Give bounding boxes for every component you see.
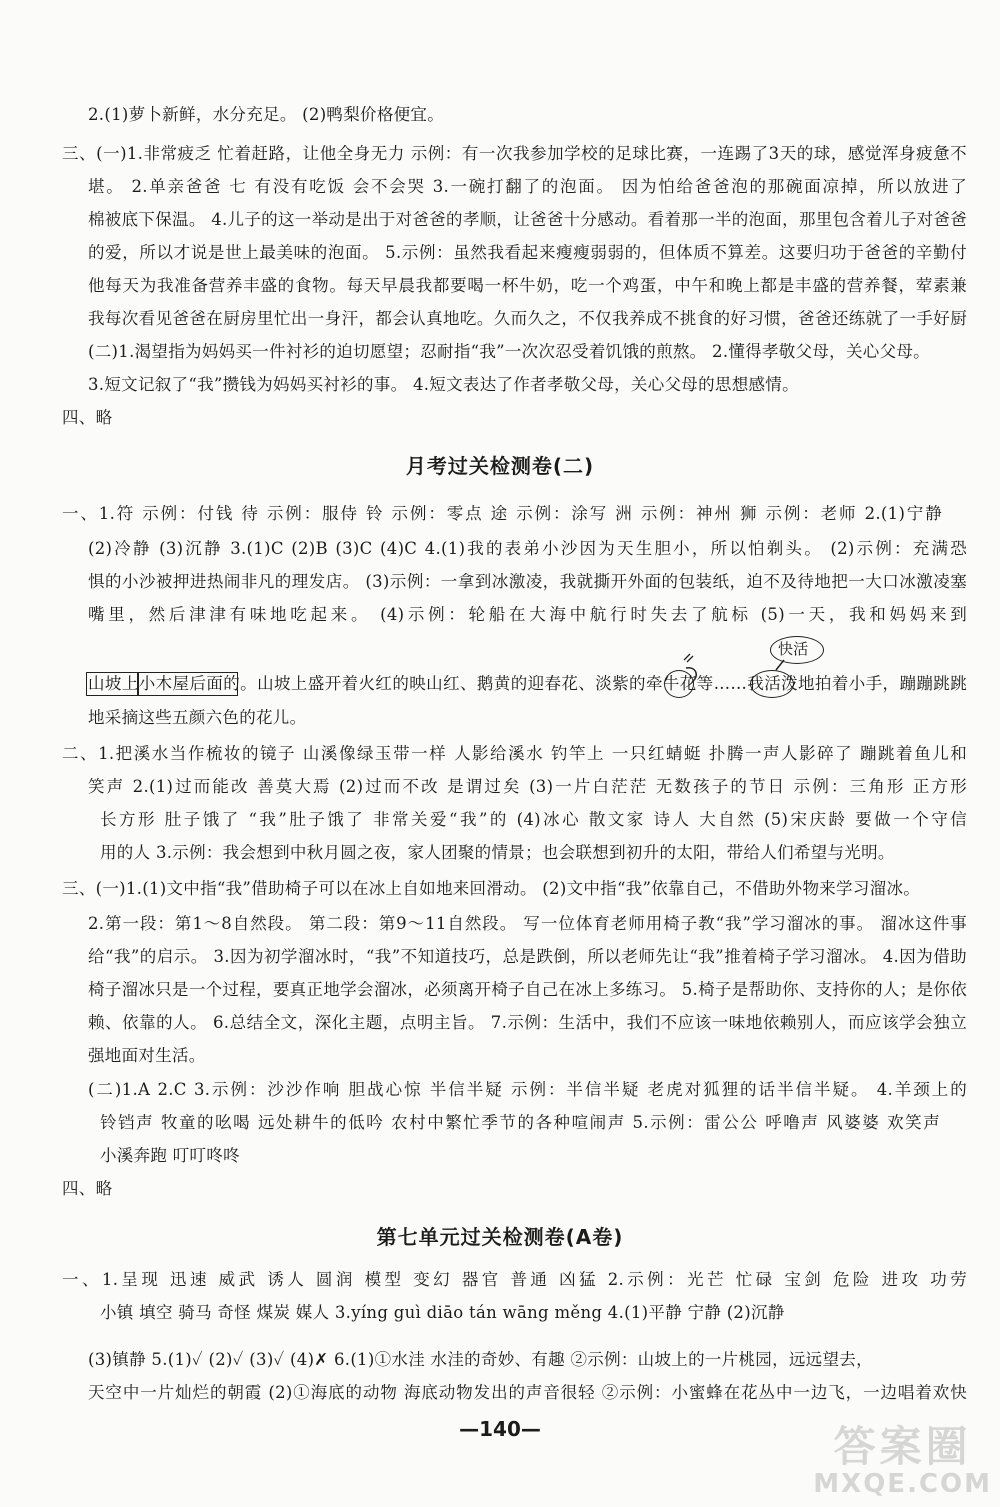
answer-line: 他每天为我准备营养丰盛的食物。每天早晨我都要喝一杯牛奶，吃一个鸡蛋，中午和晚上都是丰盛的营养餐，荤素兼 (88, 276, 967, 295)
answer-line: 3.短文记叙了“我”攒钱为妈妈买衬衫的事。 4.短文表达了作者孝敬父母，关心父母的思想感情。 (88, 375, 799, 394)
deletion-loop-mark (686, 668, 696, 682)
answer-line-edited: 山坡上小木屋后面的。山坡上盛开着火红的映山红、鹅黄的迎春花、淡紫的牵牛花等……我活泼地拍着小手，蹦蹦跳跳 (88, 674, 967, 693)
section-title: 月考过关检测卷(二) (405, 454, 595, 478)
answer-line: 的爱，所以才说是世上最美味的泡面。 5.示例：虽然我看起来瘦瘦弱弱的，但体质不算差。这要归功于爸爸的辛勤付 (88, 243, 967, 262)
answer-line: 三、(一)1.非常疲乏 忙着赶路，让他全身无力 示例：有一次我参加学校的足球比赛，一连踢了3天的球，感觉浑身疲惫不 (62, 144, 967, 163)
answer-line: 我每次看见爸爸在厨房里忙出一身汗，都会认真地吃。久而久之，不仅我养成不挑食的好习惯，爸爸还练就了一手好厨 (88, 309, 967, 328)
answer-line: (3)镇静 5.(1)✓ (2)✓ (3)✓ (4)✗ 6.(1)①水洼 水洼的奇妙、有趣 ②示例：山坡上的一片桃园，远远望去， (88, 1350, 873, 1369)
answer-line: 天空中一片灿烂的朝霞 (2)①海底的动物 海底动物发出的声音很轻 ②示例：小蜜蜂在花丛中一边飞，一边唱着欢快 (88, 1383, 967, 1402)
answer-line: (二)1.渴望指为妈妈买一件衬衫的迫切愿望；忍耐指“我”一次次忍受着饥饿的煎熬。 2.懂得孝敬父母，关心父母。 (88, 342, 930, 361)
answer-line: 2.(1)萝卜新鲜，水分充足。 (2)鸭梨价格便宜。 (88, 105, 445, 124)
answer-line: 地采摘这些五颜六色的花儿。 (88, 708, 307, 727)
inserted-word: 快活 (778, 640, 809, 658)
answer-line: 嘴里，然后津津有味地吃起来。 (4)示例：轮船在大海中航行时失去了航标 (5)一天，我和妈妈来到 (88, 605, 967, 624)
answer-line: 四、略 (62, 408, 113, 427)
answer-line: 四、略 (62, 1179, 113, 1198)
answer-line: 赖、依靠的人。 6.总结全文，深化主题，点明主旨。 7.示例：生活中，我们不应该一味地依赖别人，而应该学会独立 (88, 1013, 967, 1032)
section-title: 第七单元过关检测卷(A卷) (376, 1225, 624, 1249)
answer-line: 一、1.符 示例：付钱 待 示例：服侍 铃 示例：零点 途 示例：涂写 洲 示例：神州 狮 示例：老师 2.(1)宁静 (62, 504, 942, 523)
answer-line: 强地面对生活。 (88, 1046, 206, 1065)
answer-line: (二)1.A 2.C 3.示例：沙沙作响 胆战心惊 半信半疑 示例：半信半疑 老虎对狐狸的话半信半疑。 4.羊颈上的 (88, 1080, 967, 1099)
answer-line: 长方形 肚子饿了 “我”肚子饿了 非常关爱“我”的 (4)冰心 散文家 诗人 大自然 (5)宋庆龄 要做一个守信 (100, 810, 967, 829)
answer-line: 堪。 2.单亲爸爸 七 有没有吃饭 会不会哭 3.一碗打翻了的泡面。 因为怕给爸爸泡的那碗面凉掉，所以放进了 (88, 177, 967, 196)
answer-line: 给“我”的启示。 3.因为初学溜冰时，“我”不知道技巧，总是跌倒，所以老师先让“我”推着椅子学习溜冰。 4.因为借助 (88, 947, 967, 966)
answer-line: (2)冷静 (3)沉静 3.(1)C (2)B (3)C (4)C 4.(1)我的表弟小沙因为天生胆小，所以怕剃头。 (2)示例：充满恐 (88, 539, 967, 558)
page-number: —140— (459, 1417, 541, 1441)
answer-line: 椅子溜冰只是一个过程，要真正地学会溜冰，必须离开椅子自己在冰上多练习。 5.椅子是帮助你、支持你的人；是你依 (88, 980, 967, 999)
deletion-tick-mark (684, 654, 693, 662)
answer-line: 小镇 填空 骑马 奇怪 煤炭 媒人 3.yíng guì diāo tán wāng měng 4.(1)平静 宁静 (2)沉静 (100, 1303, 785, 1322)
answer-line: 用的人 3.示例：我会想到中秋月圆之夜，家人团聚的情景；也会联想到初升的太阳，带给人们希望与光明。 (100, 843, 895, 862)
answer-line: 惧的小沙被押进热闹非凡的理发店。 (3)示例：一拿到冰激凌，我就撕开外面的包装纸，迫不及待地把一大口冰激凌塞 (88, 572, 967, 591)
answer-line: 一、1.呈现 迅速 威武 诱人 圆润 模型 变幻 器官 普通 凶猛 2.示例：光芒 忙碌 宝剑 危险 进攻 功劳 (62, 1270, 967, 1289)
answer-line: 小溪奔跑 叮叮咚咚 (100, 1146, 240, 1165)
watermark (813, 1424, 992, 1499)
answer-line: 二、1.把溪水当作梳妆的镜子 山溪像绿玉带一样 人影给溪水 钓竿上 一只红蜻蜓 扑腾一声人影碎了 蹦跳着鱼儿和 (62, 744, 967, 763)
answer-line: 2.第一段：第1～8自然段。 第二段：第9～11自然段。 写一位体育老师用椅子教“我”学习溜冰的事。 溜冰这件事 (88, 914, 967, 933)
answer-line: 笑声 2.(1)过而能改 善莫大焉 (2)过而不改 是谓过矣 (3)一片白茫茫 无数孩子的节日 示例：三角形 正方形 (88, 777, 967, 796)
answer-line: 棉被底下保温。 4.儿子的这一举动是出于对爸爸的孝顺，让爸爸十分感动。看着那一半的泡面，那里包含着儿子对爸爸 (88, 210, 967, 229)
answer-line: 铃铛声 牧童的吆喝 远处耕牛的低吟 农村中繁忙季节的各种喧闹声 5.示例：雷公公 呼噜声 风婆婆 欢笑声 (100, 1113, 940, 1132)
answer-line: 三、(一)1.(1)文中指“我”借助椅子可以在冰上自如地来回滑动。 (2)文中指“我”依靠自己，不借助外物来学习溜冰。 (62, 879, 921, 898)
watermark-line: MXQE.COM (813, 1469, 992, 1500)
watermark-line: 答案圈 (833, 1422, 972, 1472)
insertion-arrow (776, 660, 784, 670)
